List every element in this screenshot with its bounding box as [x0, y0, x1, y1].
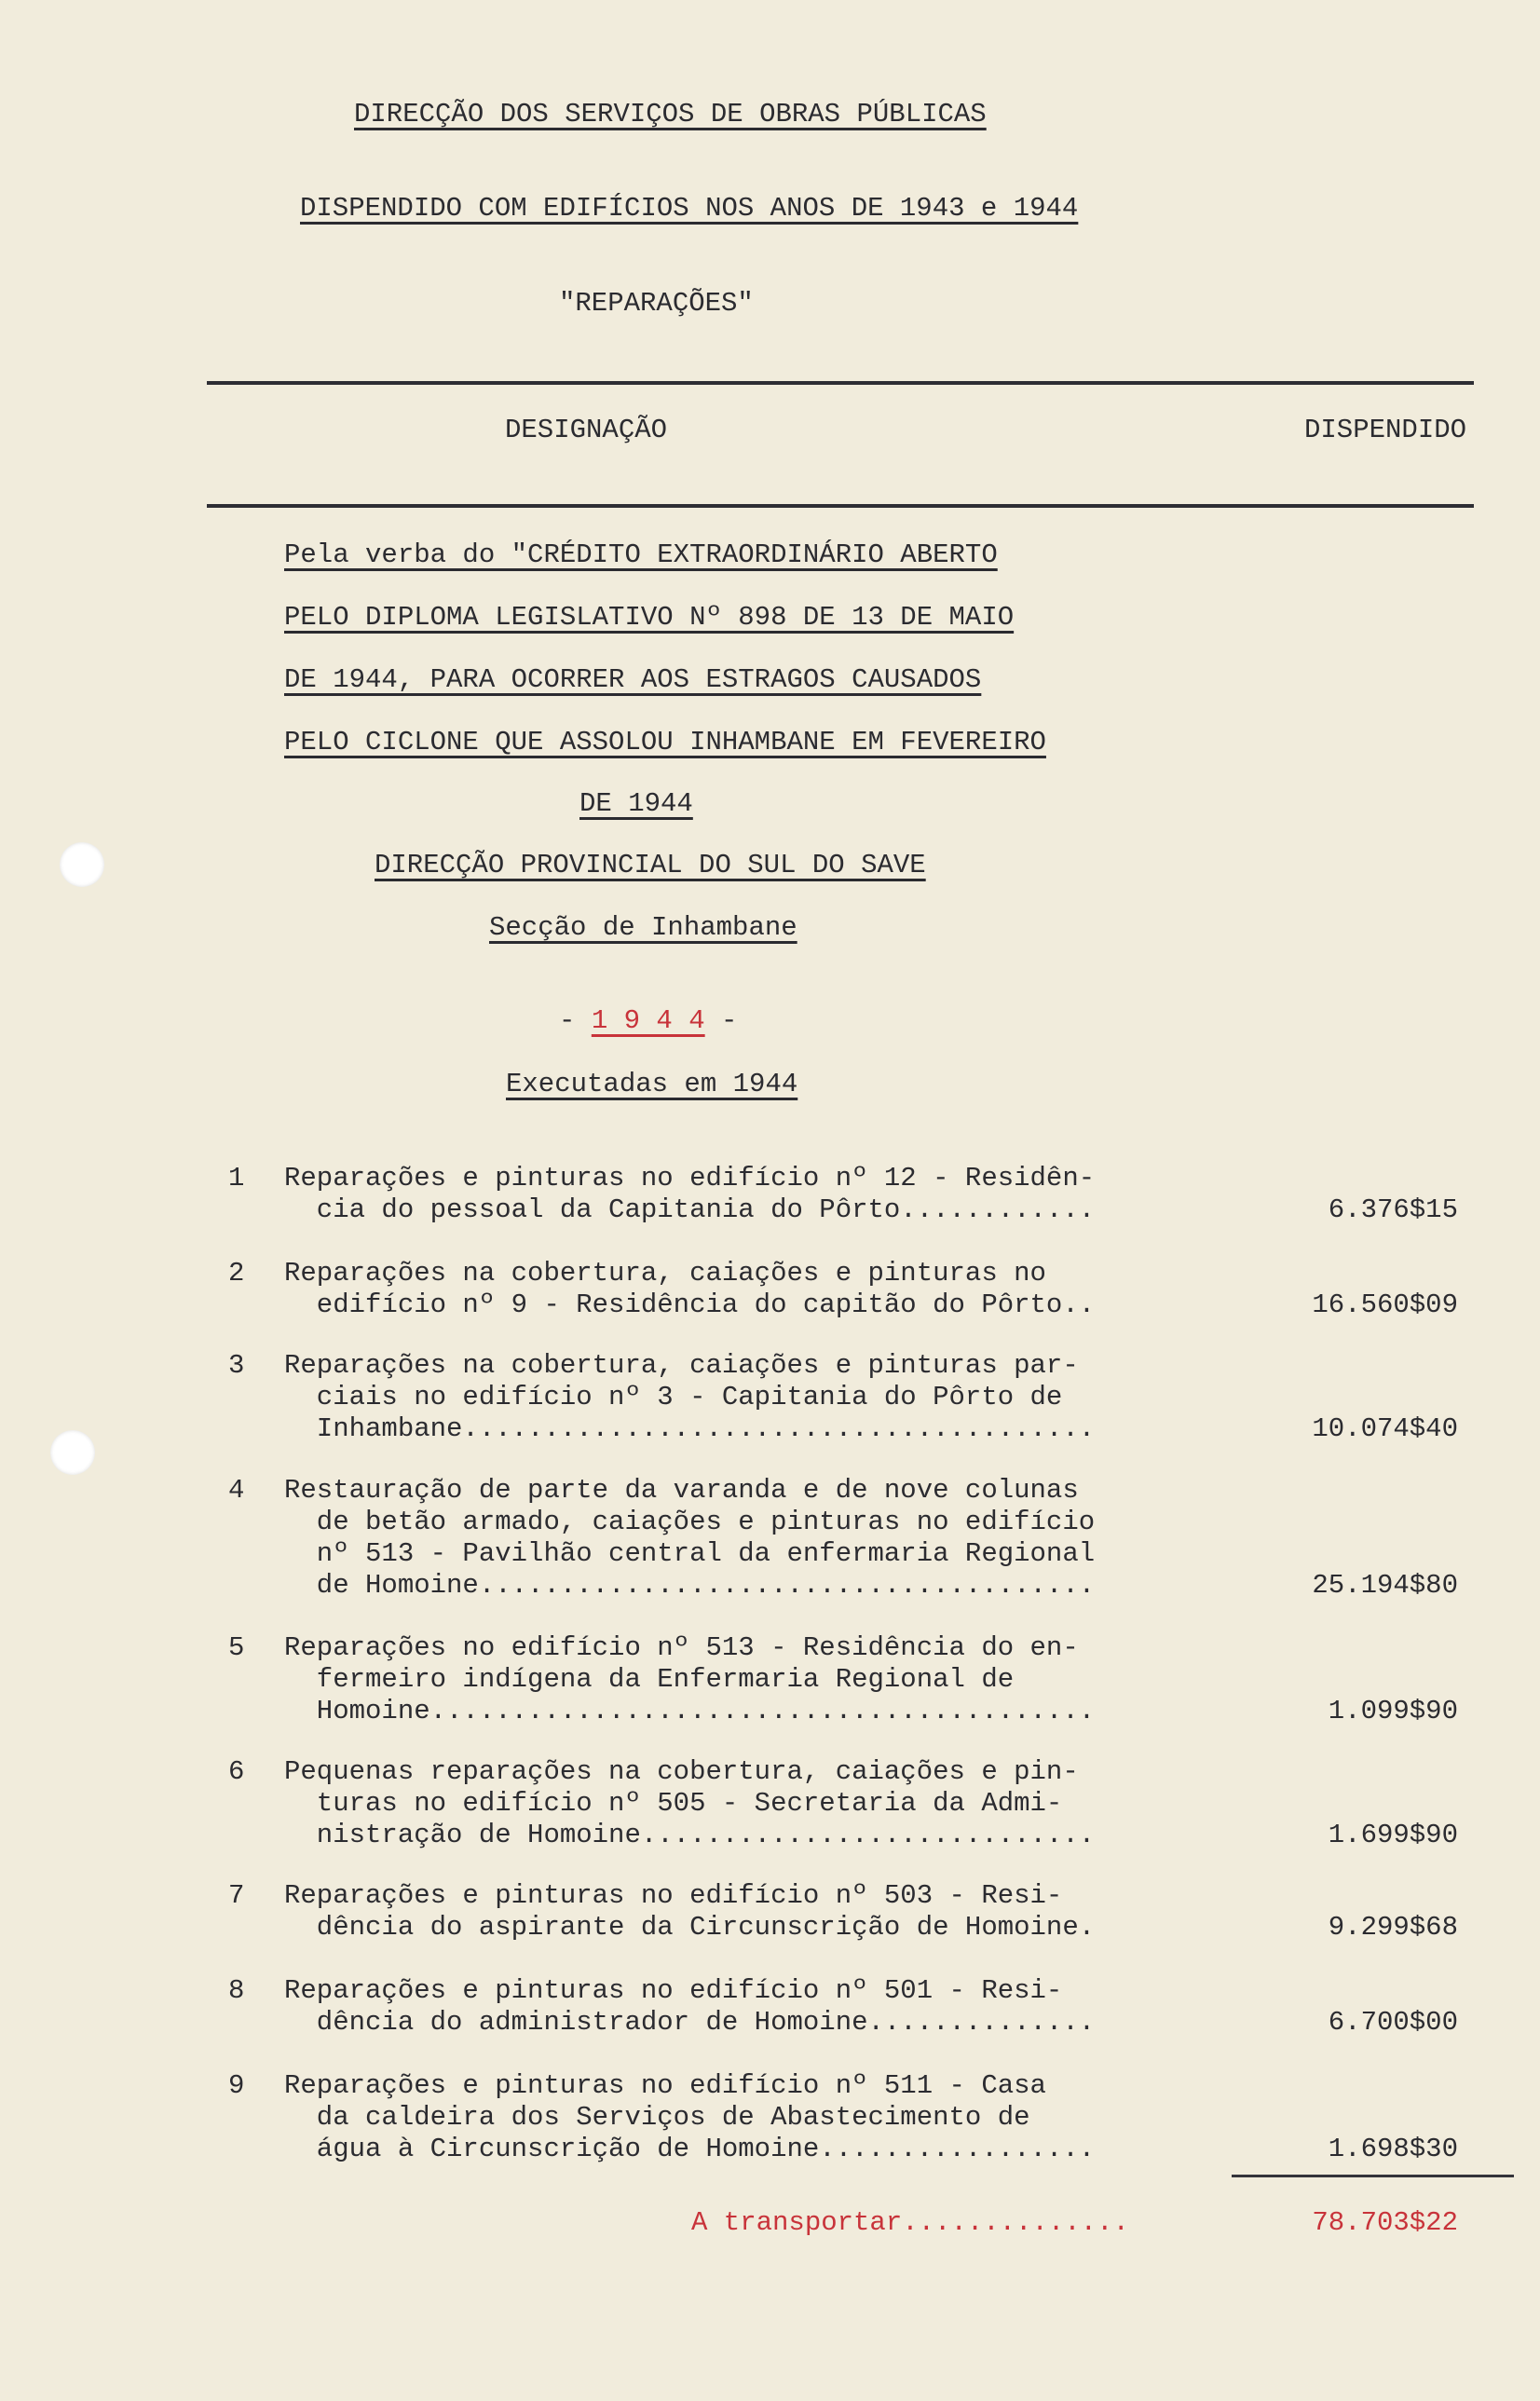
item-amount: 25.194$80	[1312, 1570, 1458, 1601]
item-amount: 9.299$68	[1328, 1912, 1458, 1943]
item-description-line: de Homoine......................................	[284, 1570, 1096, 1601]
item-description	[284, 1756, 1216, 1851]
item-description-line: dência do aspirante da Circunscrição de Homoine.	[284, 1912, 1096, 1943]
top-rule	[207, 381, 1474, 385]
item-description	[284, 1475, 1216, 1602]
item-description-line: água à Circunscrição de Homoine.................	[284, 2134, 1096, 2164]
punch-hole-lower	[50, 1430, 95, 1475]
item-description-line: Restauração de parte da varanda e de nove colunas	[284, 1475, 1079, 1506]
executed-heading: Executadas em 1944	[506, 1069, 798, 1099]
item-description-line: nistração de Homoine............................	[284, 1820, 1096, 1850]
header-title: DIRECÇÃO DOS SERVIÇOS DE OBRAS PÚBLICAS	[354, 99, 987, 130]
item-description-line: Inhambane.......................................	[284, 1413, 1096, 1444]
header-bottom-rule	[207, 504, 1474, 508]
item-description-line: nº 513 - Pavilhão central da enfermaria Regional	[284, 1538, 1096, 1569]
intro-line-4: PELO CICLONE QUE ASSOLOU INHAMBANE EM FEVEREIRO	[284, 727, 1046, 757]
item-description-line: Reparações no edifício nº 513 - Residência do en-	[284, 1632, 1079, 1663]
intro-line-1: Pela verba do "CRÉDITO EXTRAORDINÁRIO ABERTO	[284, 539, 998, 570]
column-spent: DISPENDIDO	[1304, 415, 1467, 445]
item-number: 2	[228, 1258, 245, 1289]
item-description-line: Reparações e pinturas no edifício nº 12 - Residên-	[284, 1163, 1096, 1194]
subtotal-rule	[1232, 2175, 1514, 2177]
punch-hole-upper	[60, 842, 104, 887]
item-description	[284, 1350, 1216, 1445]
item-description-line: Reparações na cobertura, caiações e pinturas no	[284, 1258, 1046, 1289]
section-name: Secção de Inhambane	[489, 912, 797, 943]
item-number: 9	[228, 2070, 245, 2101]
item-description-line: fermeiro indígena da Enfermaria Regional de	[284, 1664, 1015, 1695]
header-subtitle: DISPENDIDO COM EDIFÍCIOS NOS ANOS DE 1943 e 1944	[300, 193, 1079, 224]
intro-line-3: DE 1944, PARA OCORRER AOS ESTRAGOS CAUSADOS	[284, 664, 982, 695]
transport-label: A transportar..............	[691, 2207, 1129, 2238]
item-description-line: dência do administrador de Homoine..............	[284, 2007, 1096, 2038]
item-amount: 1.699$90	[1328, 1820, 1458, 1850]
item-amount: 1.099$90	[1328, 1696, 1458, 1726]
provincial-direction: DIRECÇÃO PROVINCIAL DO SUL DO SAVE	[375, 850, 926, 880]
item-description-line: turas no edifício nº 505 - Secretaria da Admi-	[284, 1788, 1063, 1819]
year-dash-left: -	[559, 1005, 576, 1036]
item-description-line: da caldeira dos Serviços de Abastecimento de	[284, 2102, 1030, 2133]
item-description-line: Reparações e pinturas no edifício nº 503 - Resi-	[284, 1880, 1063, 1911]
item-amount: 1.698$30	[1328, 2134, 1458, 2164]
item-description-line: ciais no edifício nº 3 - Capitania do Pôrto de	[284, 1382, 1063, 1412]
item-description-line: de betão armado, caiações e pinturas no edifício	[284, 1507, 1096, 1537]
year-dash-right: -	[721, 1005, 738, 1036]
item-number: 1	[228, 1163, 245, 1194]
intro-line-5: DE 1944	[579, 788, 693, 819]
item-description-line: Pequenas reparações na cobertura, caiações e pin-	[284, 1756, 1079, 1787]
item-description-line: Reparações e pinturas no edifício nº 511 - Casa	[284, 2070, 1046, 2101]
item-number: 3	[228, 1350, 245, 1381]
year-heading	[559, 1005, 737, 1037]
intro-line-2: PELO DIPLOMA LEGISLATIVO Nº 898 DE 13 DE MAIO	[284, 602, 1015, 633]
item-description-line: Homoine.........................................	[284, 1696, 1096, 1726]
item-number: 4	[228, 1475, 245, 1506]
item-description	[284, 1975, 1216, 2039]
item-description	[284, 1632, 1216, 1727]
column-designation: DESIGNAÇÃO	[505, 415, 668, 445]
item-number: 7	[228, 1880, 245, 1911]
year-value: 1 9 4 4	[591, 1005, 705, 1036]
item-description-line: cia do pessoal da Capitania do Pôrto............	[284, 1194, 1096, 1225]
item-description-line: Reparações e pinturas no edifício nº 501 - Resi-	[284, 1975, 1063, 2006]
item-description	[284, 1258, 1216, 1321]
item-amount: 6.700$00	[1328, 2007, 1458, 2038]
item-number: 6	[228, 1756, 245, 1787]
item-description	[284, 1163, 1216, 1226]
item-amount: 10.074$40	[1312, 1413, 1458, 1444]
header-category: "REPARAÇÕES"	[559, 288, 754, 319]
item-amount: 6.376$15	[1328, 1194, 1458, 1225]
transport-amount: 78.703$22	[1312, 2207, 1458, 2238]
item-description-line: Reparações na cobertura, caiações e pinturas par-	[284, 1350, 1079, 1381]
item-number: 5	[228, 1632, 245, 1663]
item-description-line: edifício nº 9 - Residência do capitão do Pôrto..	[284, 1289, 1096, 1320]
item-description	[284, 1880, 1216, 1944]
item-number: 8	[228, 1975, 245, 2006]
item-description	[284, 2070, 1216, 2165]
item-amount: 16.560$09	[1312, 1289, 1458, 1320]
